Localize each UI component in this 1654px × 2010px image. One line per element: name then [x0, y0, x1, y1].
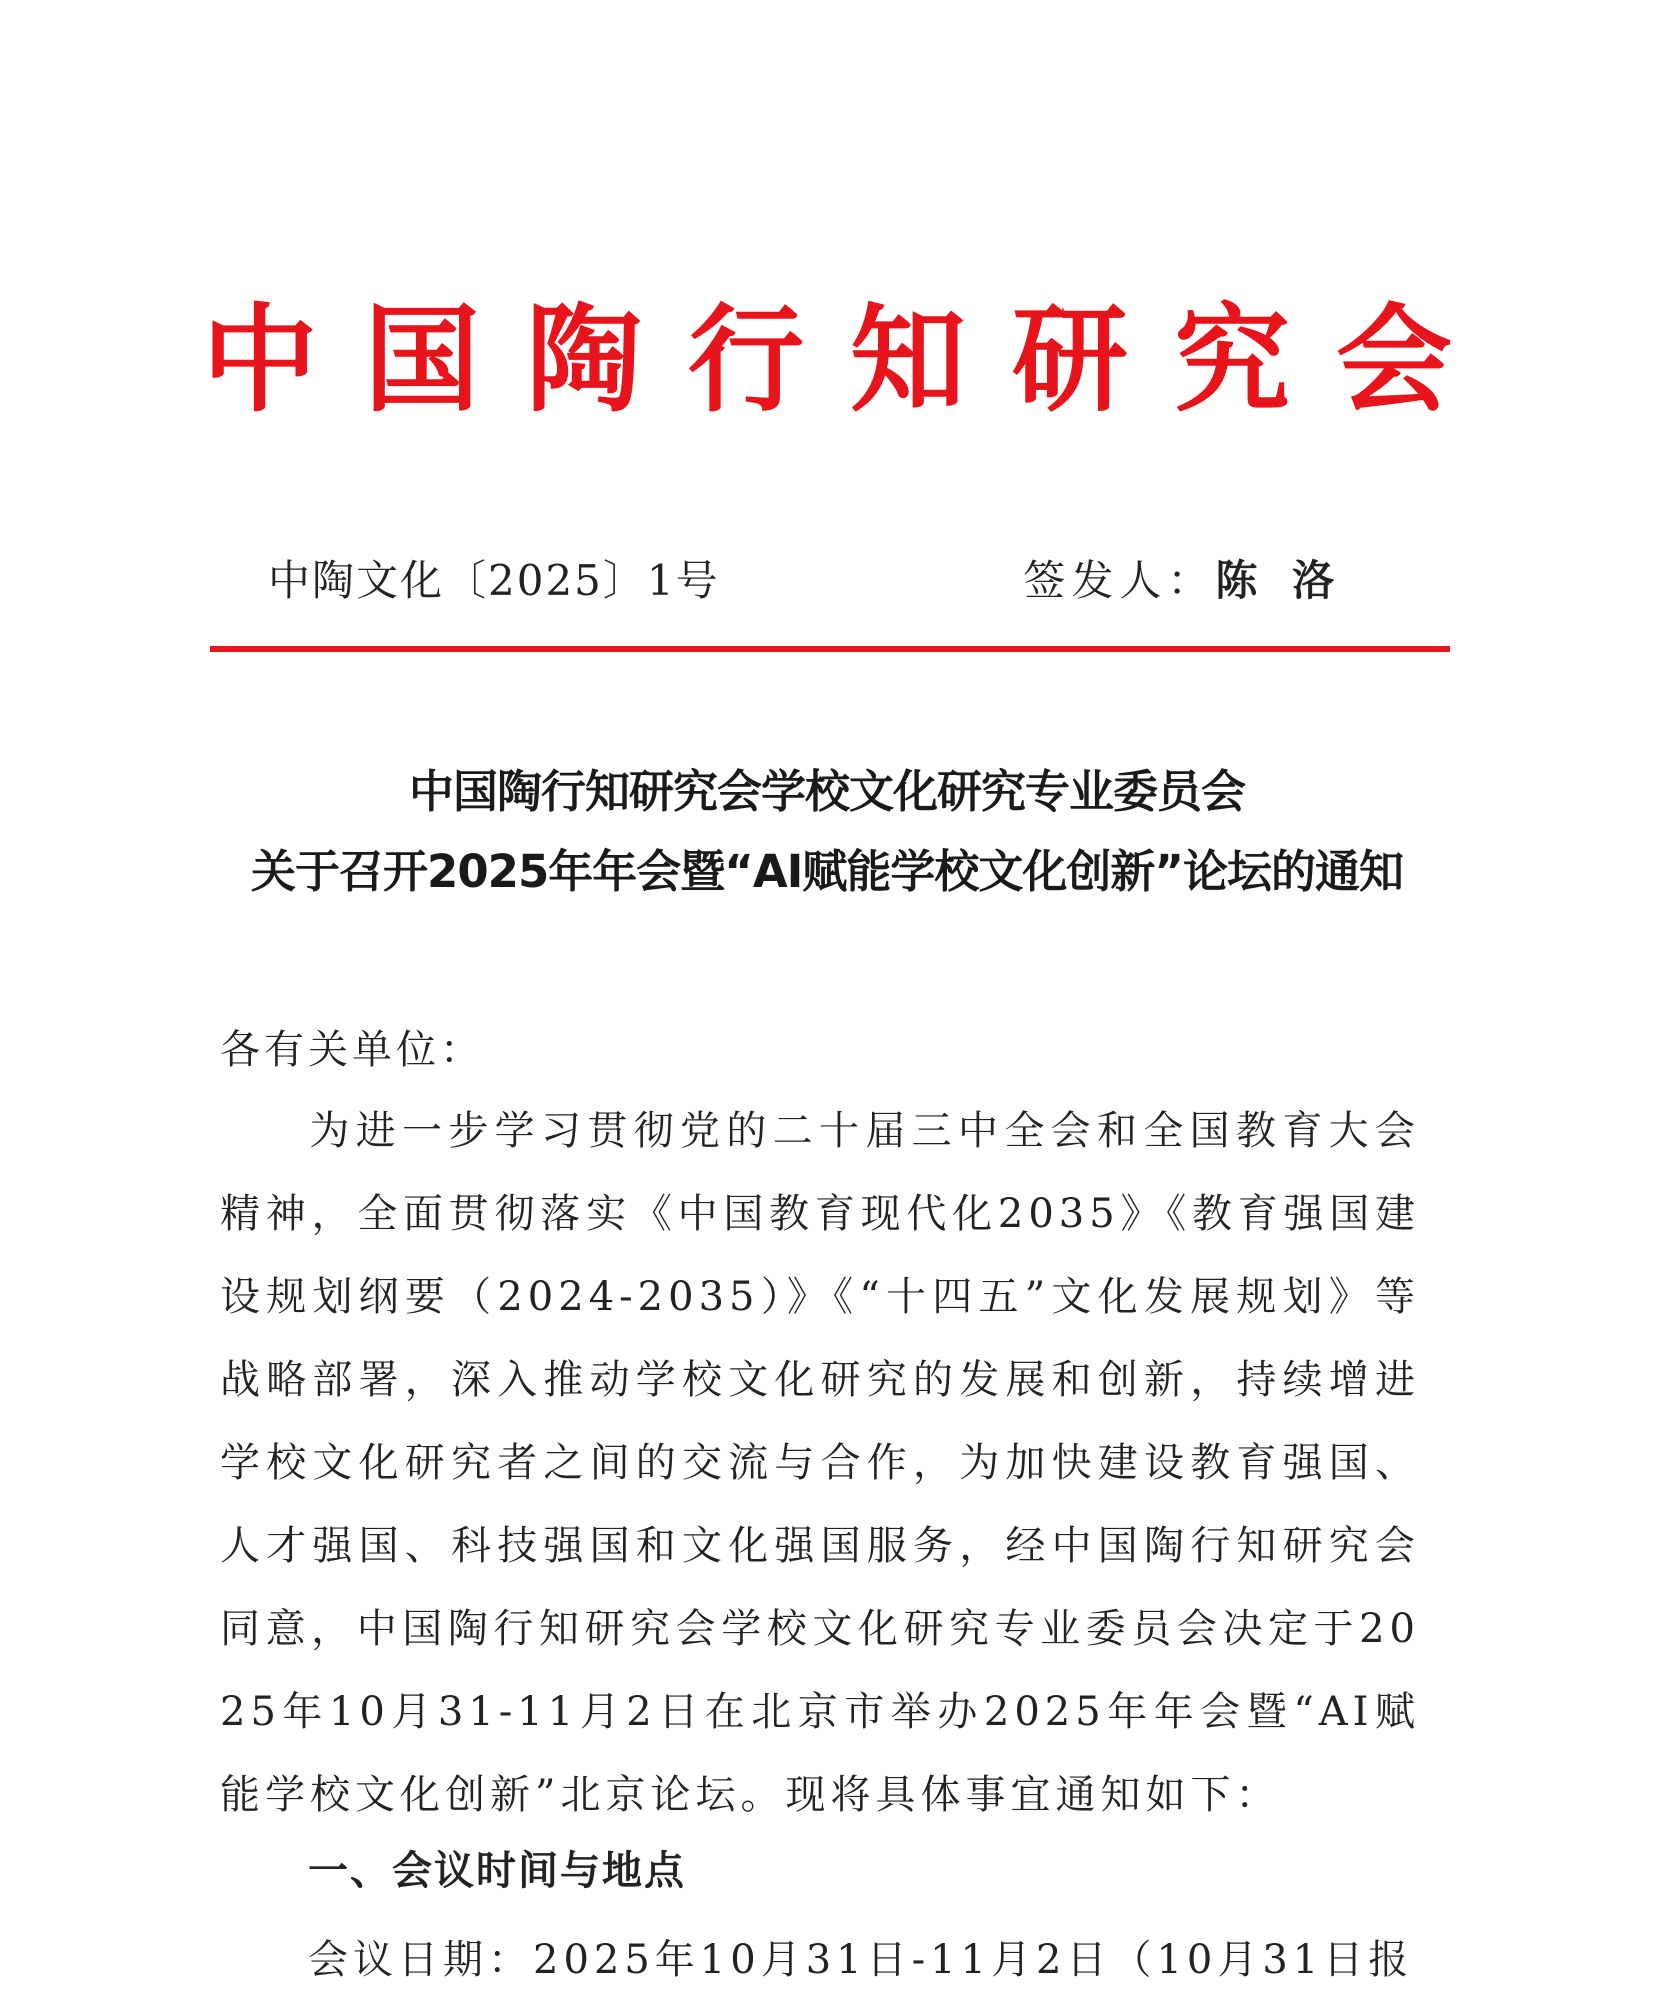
signer-name: 陈 洛: [1215, 556, 1344, 605]
signer-line: [1023, 553, 1344, 609]
notice-title-line-1: 中国陶行知研究会学校文化研究专业委员会: [408, 765, 1245, 818]
red-header-rule: [210, 646, 1450, 652]
signer-label: 签发人：: [1023, 556, 1216, 605]
organization-header: 中国陶行知研究会: [202, 292, 1498, 428]
body-paragraph-text: 为进一步学习贯彻党的二十届三中全会和全国教育大会精神，全面贯彻落实《中国教育现代化2035》《教育强国建设规划纲要（2024-2035）》《“十四五”文化发展规划》等战略部署，深入推动学校文化研究的发展和创新，持续增进学校文化研究者之间的交流与合作，为加快建设教育强国、人才强国、科技强国和文化强国服务，经中国陶行知研究会同意，中国陶行知研究会学校文化研究专业委员会决定于2025年10月31-11月2日在北京市举办2025年年会暨“AI赋能学校文化创新”北京论坛。现将具体事宜通知如下：: [220, 1108, 1420, 1818]
body-paragraph: [220, 1090, 1420, 1837]
meeting-date-line: 会议日期：2025年10月31日-11月2日（10月31日报: [308, 1937, 1414, 1983]
notice-title-line-2: 关于召开2025年年会暨“AI赋能学校文化创新”论坛的通知: [251, 845, 1403, 898]
document-number: 中陶文化〔2025〕1号: [268, 556, 720, 605]
salutation: 各有关单位：: [220, 1027, 484, 1073]
section-heading-1: 一、会议时间与地点: [308, 1848, 686, 1894]
